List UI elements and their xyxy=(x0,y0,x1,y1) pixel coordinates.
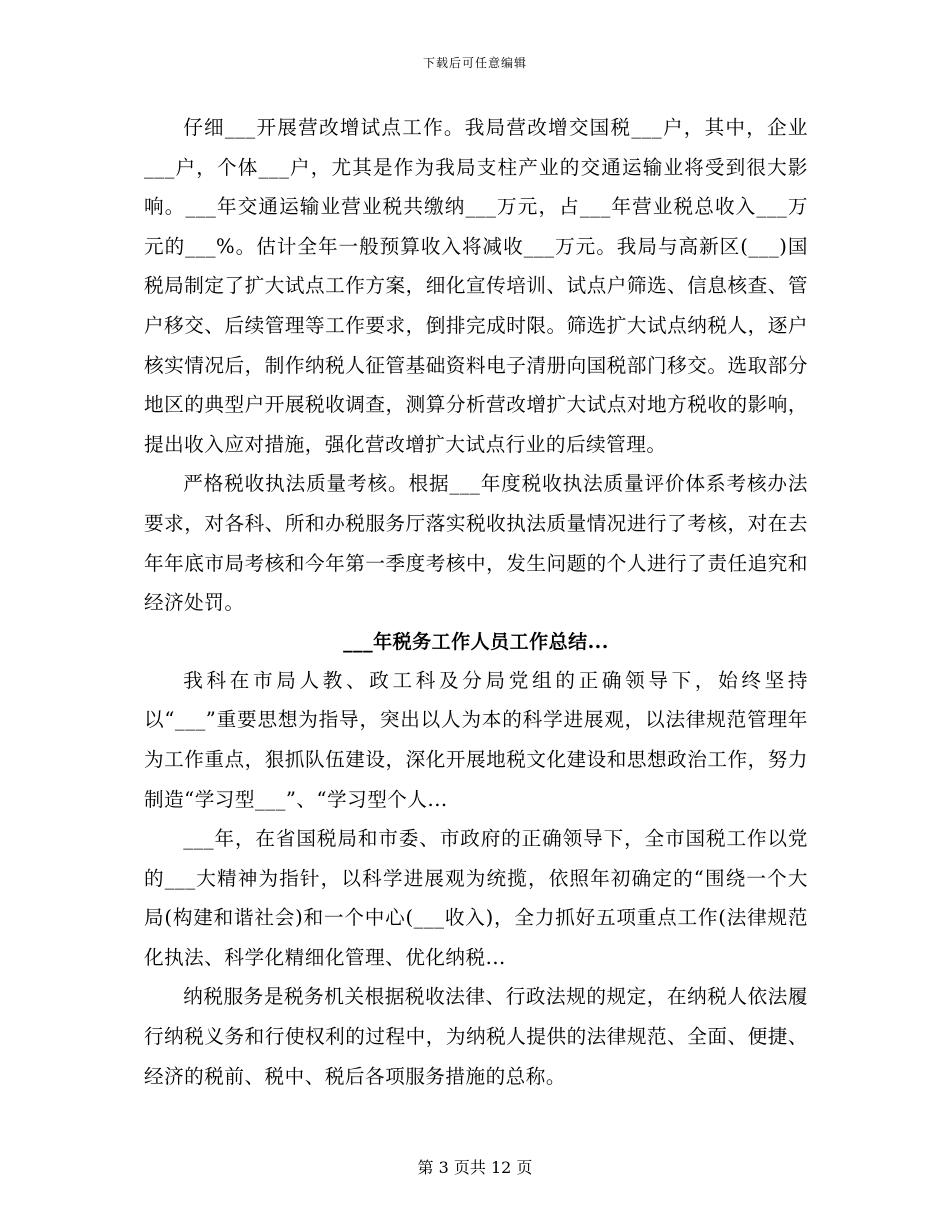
section-heading: ___年税务工作人员工作总结... xyxy=(343,630,609,653)
paragraph-pilot-work: 仔细___开展营改增试点工作。我局营改增交国税___户，其中，企业___户，个体___户，尤其是作为我局支柱产业的交通运输业将受到很大影响。___年交通运输业营业税共缴纳___万元，占___年营业税总收入___万元的___%。估计全年一般预算收入将减收___万元。我局与高新区(___)国税局制定了扩大试点工作方案，细化宣传培训、试点户筛选、信息核查、管户移交、后续管理等工作要求，倒排完成时限。筛选扩大试点纳税人，逐户核实情况后，制作纳税人征管基础资料电子清册向国税部门移交。选取部分地区的典型户开展税收调查，测算分析营改增扩大试点对地方税收的影响，提出收入应对措施，强化营改增扩大试点行业的后续管理。 xyxy=(144,116,808,456)
page-header: 下载后可任意编辑 xyxy=(422,56,527,70)
paragraph-summary-3: 纳税服务是税务机关根据税收法律、行政法规的规定，在纳税人依法履行纳税义务和行使权利的过程中，为纳税人提供的法律规范、全面、便捷、经济的税前、税中、税后各项服务措施的总称。 xyxy=(144,985,808,1088)
paragraph-summary-2: ___年，在省国税局和市委、市政府的正确领导下，全市国税工作以党的___大精神为指针，以科学进展观为统揽，依照年初确定的“围绕一个大局(构建和谐社会)和一个中心(___收入)，全力抓好五项重点工作(法律规范化执法、科学化精细化管理、优化纳税... xyxy=(144,827,808,969)
page-footer: 第 3 页共 12 页 xyxy=(417,1158,533,1177)
document-body xyxy=(144,108,808,1096)
paragraph-quality-assessment: 严格税收执法质量考核。根据___年度税收执法质量评价体系考核办法要求，对各科、所和办税服务厅落实税收执法质量情况进行了考核，对在去年年底市局考核和今年第一季度考核中，发生问题的个人进行了责任追究和经济处罚。 xyxy=(144,472,808,615)
paragraph-summary-1: 我科在市局人教、政工科及分局党组的正确领导下，始终坚持以“___”重要思想为指导，突出以人为本的科学进展观，以法律规范管理年为工作重点，狠抓队伍建设，深化开展地税文化建设和思想政治工作，努力制造“学习型___”、“学习型个人... xyxy=(144,668,808,811)
